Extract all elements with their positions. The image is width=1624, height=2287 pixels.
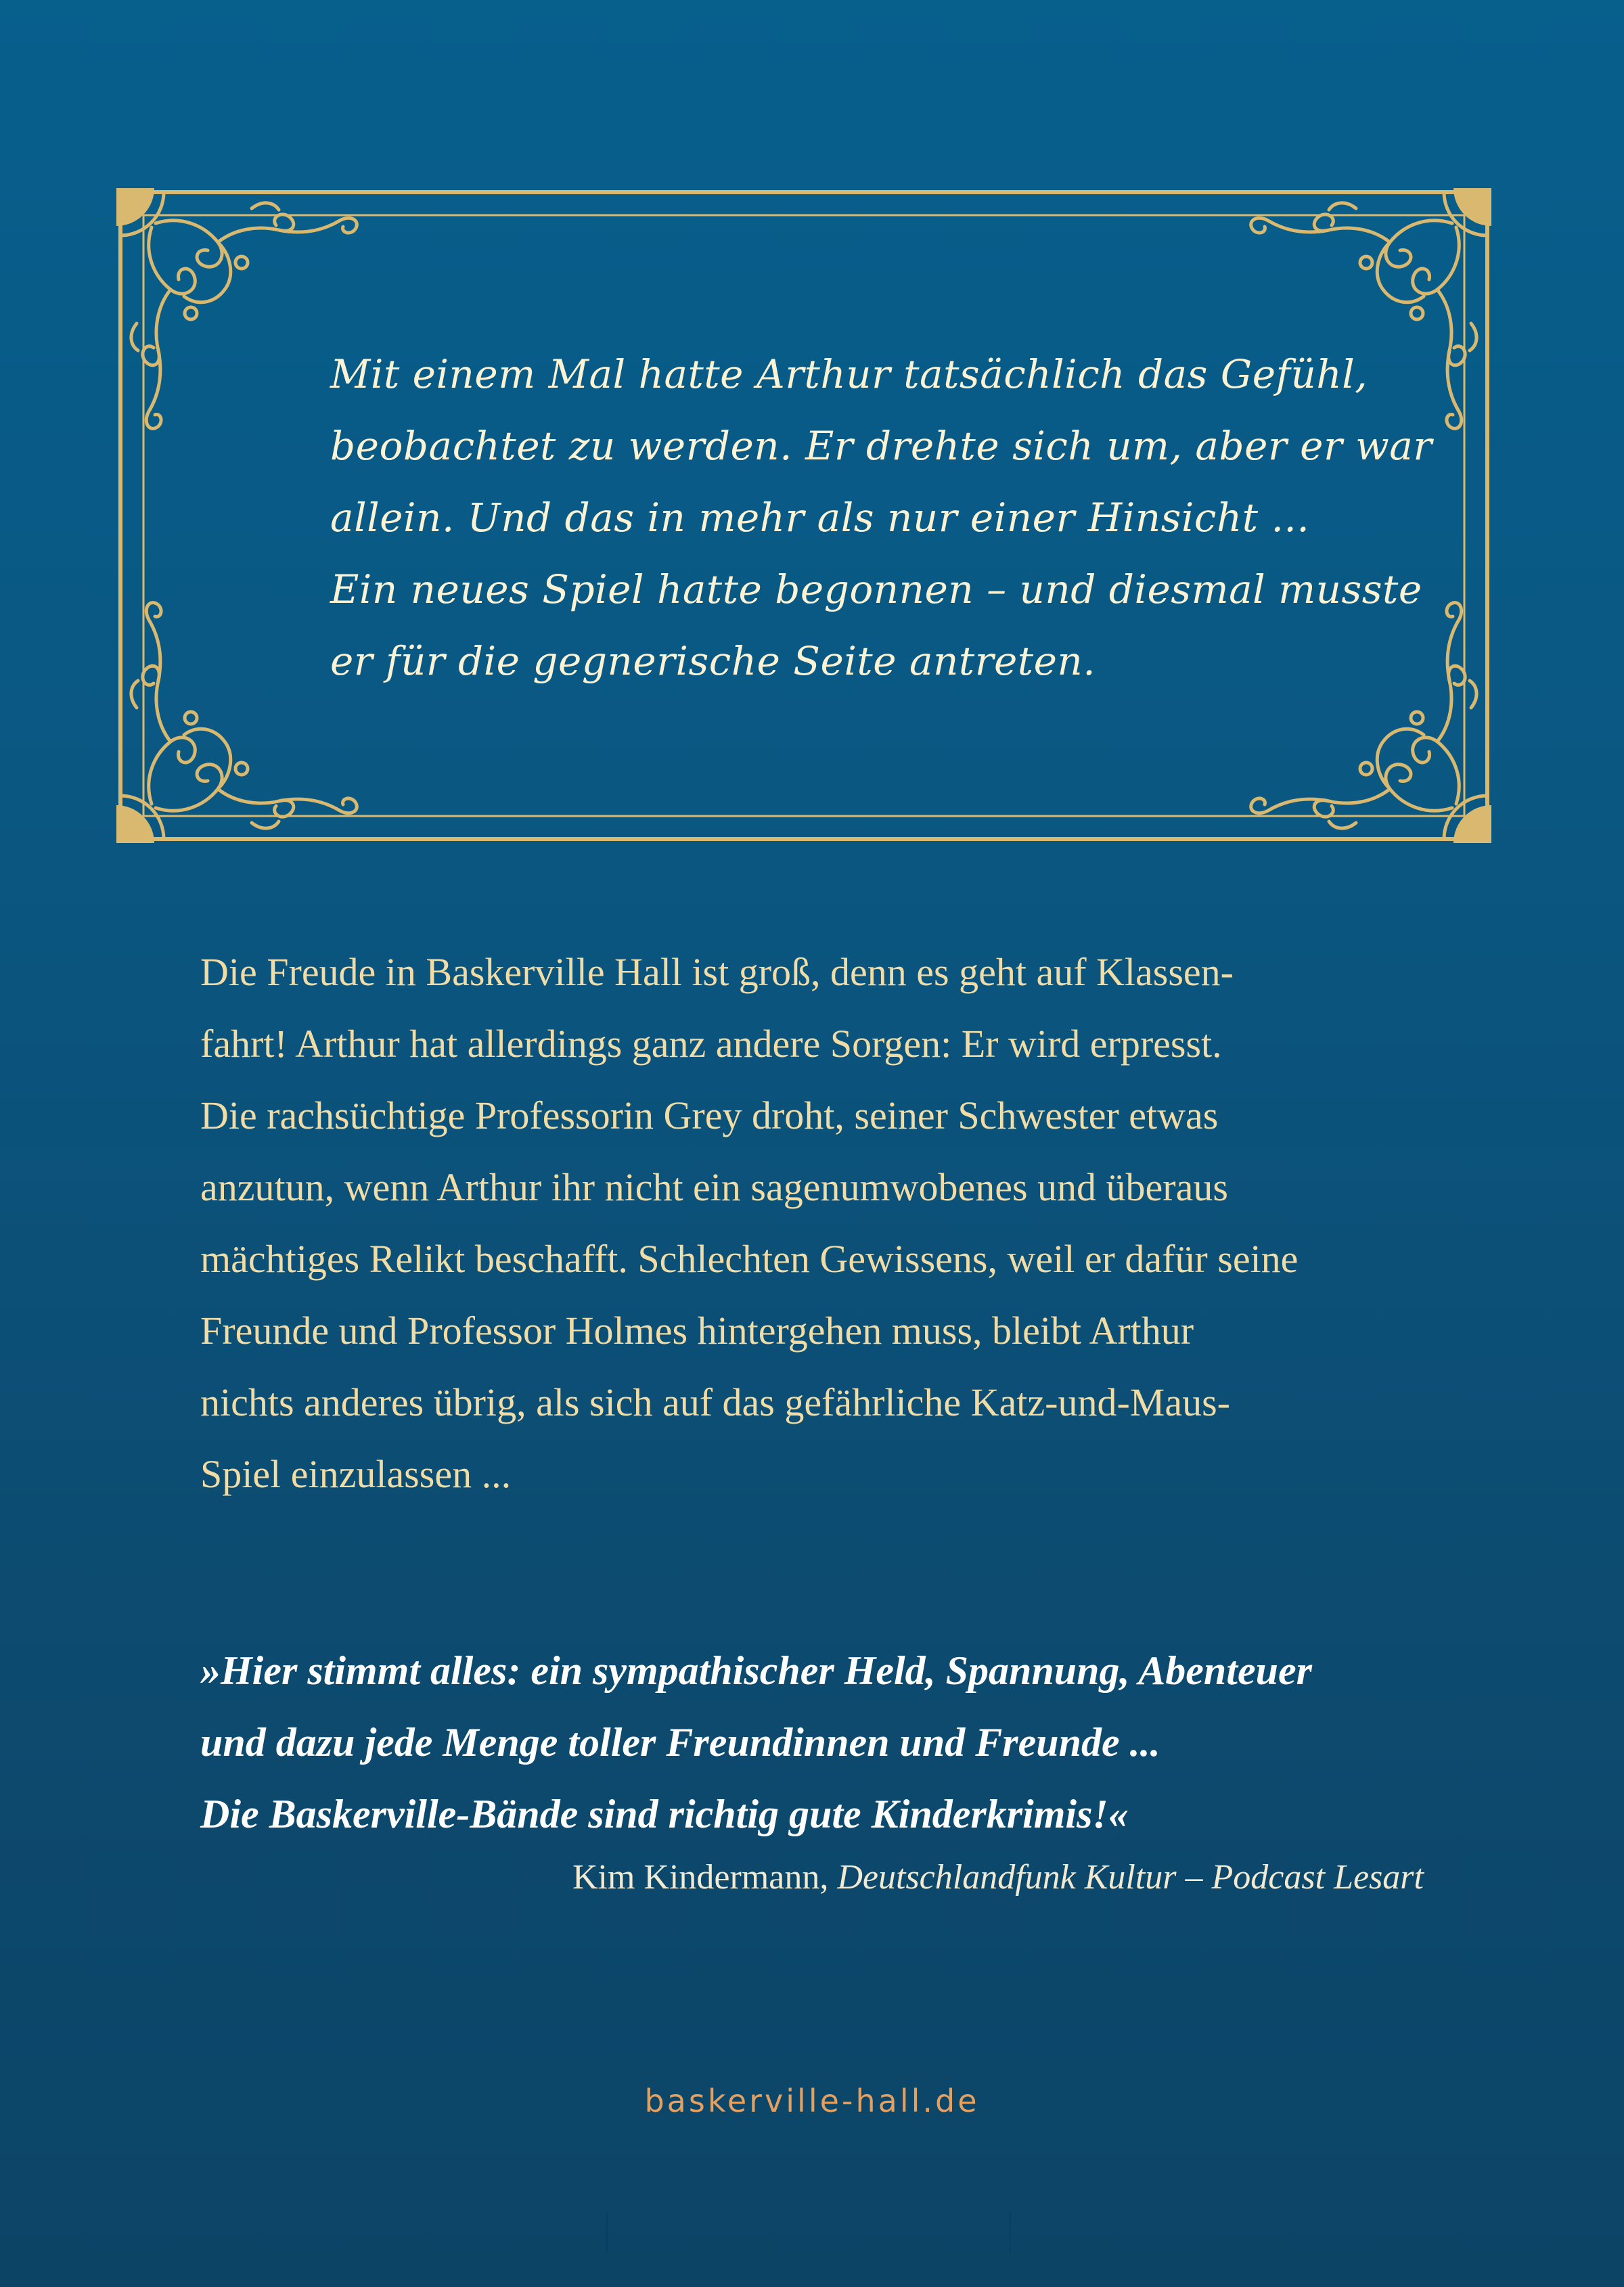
synopsis-line: mächtiges Relikt beschafft. Schlechten Gewissens, weil er dafür seine bbox=[200, 1237, 1299, 1281]
excerpt-line: allein. Und das in mehr als nur einer Hinsicht ... bbox=[330, 495, 1310, 541]
synopsis-line: Freunde und Professor Holmes hintergehen muss, bleibt Arthur bbox=[200, 1309, 1194, 1353]
website-link[interactable]: baskerville-hall.de bbox=[644, 2083, 980, 2119]
excerpt-line: Mit einem Mal hatte Arthur tatsächlich das Gefühl, bbox=[330, 351, 1368, 397]
quote-line: und dazu jede Menge toller Freundinnen und Freunde ... bbox=[200, 1720, 1160, 1765]
book-excerpt bbox=[330, 338, 1433, 697]
review-source: Deutschlandfunk Kultur – Podcast Lesart bbox=[837, 1858, 1424, 1897]
synopsis-line: nichts anderes übrig, als sich auf das gefährliche Katz-und-Maus- bbox=[200, 1380, 1230, 1424]
book-synopsis bbox=[200, 936, 1472, 1510]
reviewer-name: Kim Kindermann, bbox=[572, 1858, 829, 1897]
spine-guide-mark bbox=[606, 2213, 608, 2253]
review-quote bbox=[200, 1635, 1472, 1850]
quote-line: Die Baskerville-Bände sind richtig gute Kinderkrimis!« bbox=[200, 1792, 1129, 1836]
synopsis-line: fahrt! Arthur hat allerdings ganz andere Sorgen: Er wird erpresst. bbox=[200, 1022, 1222, 1066]
excerpt-line: beobachtet zu werden. Er drehte sich um, aber er war bbox=[330, 423, 1433, 469]
spine-guide-mark bbox=[1010, 2213, 1011, 2253]
synopsis-line: Die rachsüchtige Professorin Grey droht, seiner Schwester etwas bbox=[200, 1093, 1219, 1137]
quote-line: »Hier stimmt alles: ein sympathischer Held, Spannung, Abenteuer bbox=[200, 1648, 1312, 1693]
excerpt-line: Ein neues Spiel hatte begonnen – und diesmal musste bbox=[330, 566, 1422, 612]
synopsis-line: anzutun, wenn Arthur ihr nicht ein sagenumwobenes und überaus bbox=[200, 1165, 1228, 1209]
synopsis-line: Die Freude in Baskerville Hall ist groß, denn es geht auf Klassen- bbox=[200, 950, 1234, 994]
synopsis-line: Spiel einzulassen ... bbox=[200, 1452, 512, 1496]
excerpt-line: er für die gegnerische Seite antreten. bbox=[330, 638, 1096, 684]
review-attribution bbox=[572, 1851, 1424, 1905]
